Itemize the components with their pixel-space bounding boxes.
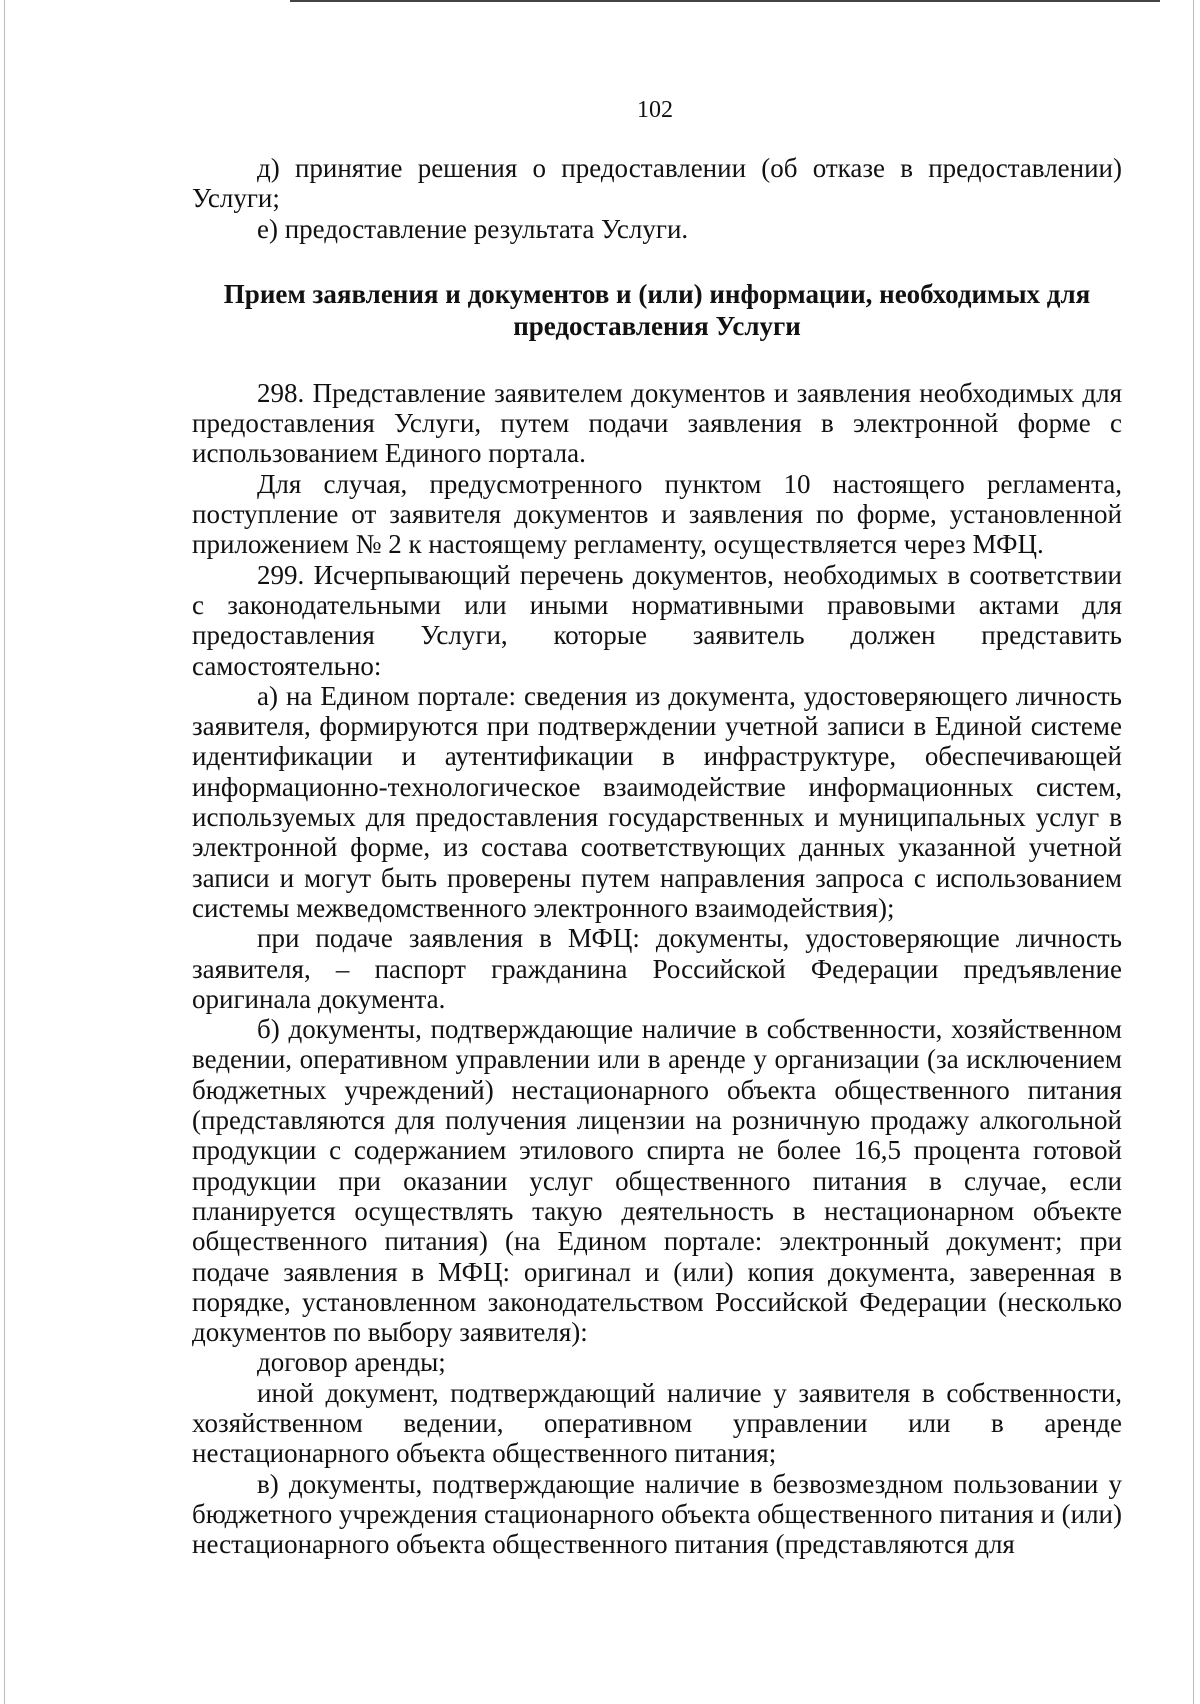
page-number: 102: [637, 97, 673, 123]
paragraph-d: д) принятие решения о предоставлении (об отказе в предоставлении) Услуги;: [192, 153, 1122, 214]
section-heading: Прием заявления и документов и (или) информации, необходимых для предоставления Услуги: [223, 278, 1091, 341]
paragraph-v: в) документы, подтверждающие наличие в безвозмездном пользовании у бюджетного учреждения стационарного объекта общественного питания и (или) нестационарного объекта общественного питания (представляются для: [192, 1468, 1122, 1560]
paragraph-e: е) предоставление результата Услуги.: [257, 213, 689, 244]
paragraph-298: 298. Представление заявителем документов и заявления необходимых для предоставления Услуги, путем подачи заявления в электронной форме с использованием Единого портала.: [192, 377, 1122, 469]
paragraph-mfc-case: Для случая, предусмотренного пунктом 10 настоящего регламента, поступление от заявителя документов и заявления по форме, установленной приложением № 2 к настоящему регламенту, осуществляется через МФЦ.: [192, 468, 1122, 560]
scan-left-edge: [4, 0, 5, 1704]
paragraph-other-document: иной документ, подтверждающий наличие у заявителя в собственности, хозяйственном ведении, оперативном управлении или в аренде нестационарного объекта общественного питания;: [192, 1377, 1122, 1469]
scan-top-border: [290, 0, 1160, 2]
paragraph-a: а) на Едином портале: сведения из документа, удостоверяющего личность заявителя, формируются при подтверждении учетной записи в Единой системе идентификации и аутентификации в инфраструктуре, обеспечивающей информационно-технологическое взаимодействие информационных систем, используемых для предоставления государственных и муниципальных услуг в электронной форме, из состава соответствующих данных указанной учетной записи и могут быть проверены путем направления запроса с использованием системы межведомственного электронного взаимодействия);: [192, 680, 1122, 923]
scan-right-edge: [1193, 0, 1194, 1704]
paragraph-lease-contract: договор аренды;: [257, 1347, 446, 1378]
document-body: [192, 153, 1122, 1559]
paragraph-b: б) документы, подтверждающие наличие в собственности, хозяйственном ведении, оперативном управлении или в аренде у организации (за исключением бюджетных учреждений) нестационарного объекта общественного питания (представляются для получения лицензии на розничную продажу алкогольной продукции с содержанием этилового спирта не более 16,5 процента готовой продукции при оказании услуг общественного питания в случае, если планируется осуществлять такую деятельность в нестационарном объекте общественного питания) (на Едином портале: электронный документ; при подаче заявления в МФЦ: оригинал и (или) копия документа, заверенная в порядке, установленном законодательством Российской Федерации (несколько документов по выбору заявителя):: [192, 1014, 1122, 1348]
paragraph-299: 299. Исчерпывающий перечень документов, необходимых в соответствии с законодательными или иными нормативными правовыми актами для предоставления Услуги, которые заявитель должен представить самостоятельно:: [192, 559, 1122, 681]
paragraph-mfc-identity: при подаче заявления в МФЦ: документы, удостоверяющие личность заявителя, – паспорт гражданина Российской Федерации предъявление оригинала документа.: [192, 923, 1122, 1014]
